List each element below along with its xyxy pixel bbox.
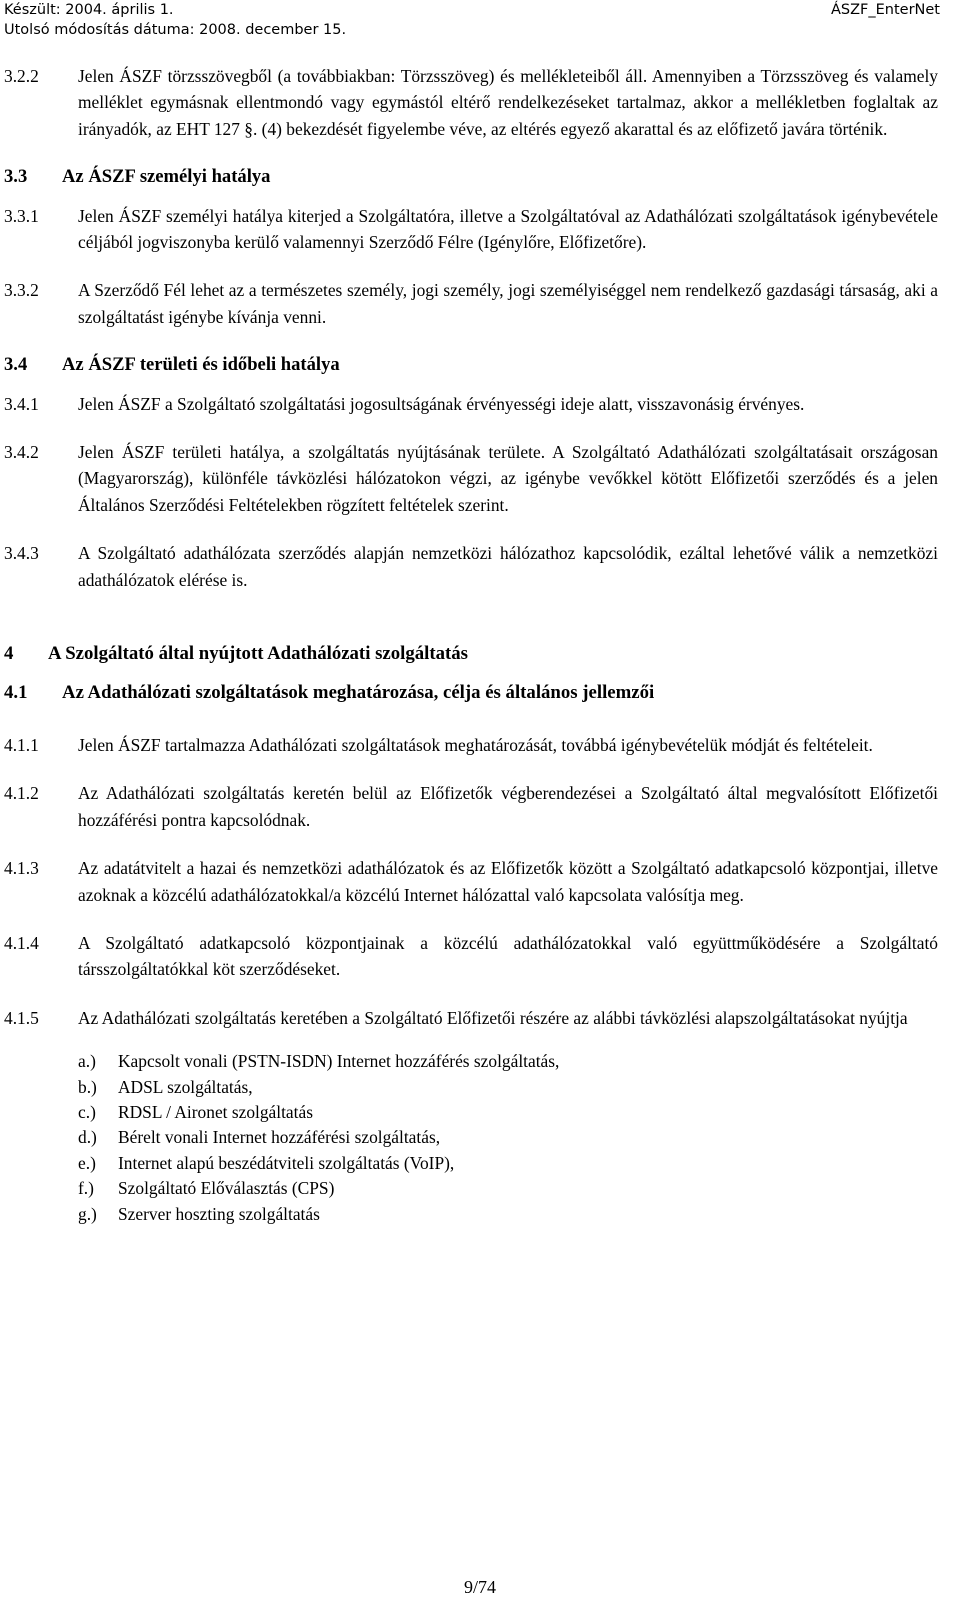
section-number: 4.1.3 — [4, 858, 39, 879]
list-marker: g.) — [78, 1203, 97, 1224]
page-header — [4, 0, 346, 40]
section-4-1-4 — [4, 930, 938, 983]
section-number: 3.3.2 — [4, 280, 39, 301]
heading-title: Az Adathálózati szolgáltatások meghatározása, célja és általános jellemzői — [62, 681, 655, 703]
list-item — [78, 1075, 938, 1100]
list-item-text: Szolgáltató Előválasztás (CPS) — [118, 1178, 335, 1199]
section-number: 3.4.3 — [4, 543, 39, 564]
modified-date: Utolsó módosítás dátuma: 2008. december 15. — [4, 22, 347, 38]
section-4-1-5 — [4, 1005, 938, 1031]
section-3-3-1 — [4, 203, 938, 256]
section-3-2-2 — [4, 63, 938, 142]
list-marker: e.) — [78, 1152, 96, 1173]
section-number: 3.2.2 — [4, 66, 39, 86]
section-number: 3.4.1 — [4, 393, 39, 414]
section-number: 4.1.4 — [4, 932, 39, 953]
section-number: 4.1.5 — [4, 1007, 39, 1028]
section-text: A Szolgáltató adatkapcsoló központjainak a közcélú adathálózatokkal való együttműködésére a Szolgáltató társszolgáltatókkal köt szerződéseket. — [78, 932, 938, 980]
section-number: 4.1.2 — [4, 783, 39, 804]
list-item — [78, 1049, 938, 1074]
section-3-4-2 — [4, 439, 938, 518]
list-item — [78, 1176, 938, 1201]
services-list — [4, 1049, 938, 1227]
section-text: Jelen ÁSZF személyi hatálya kiterjed a Szolgáltatóra, illetve a Szolgáltatóval az Adathálózati szolgáltatások igénybevétele céljából jogviszonyba kerülő valamennyi Szerződő Félre (Igénylőre, Előfizetőre). — [78, 205, 938, 253]
section-number: 3.3.1 — [4, 205, 39, 226]
section-text: A Szerződő Fél lehet az a természetes személy, jogi személy, jogi személyiséggel nem rendelkező gazdasági társaság, aki a szolgáltatást igénybe kívánja venni. — [78, 280, 938, 327]
heading-number: 4.1 — [4, 681, 28, 703]
section-4-1-2 — [4, 780, 938, 833]
section-text: Jelen ÁSZF törzsszövegből (a továbbiakban: Törzsszöveg) és mellékleteiből áll. Amennyiben a Törzsszöveg és valamely melléklet egymásnak ellentmondó vagy egymástól eltérő rendelkezéseket tartalmaz, akkor a mellékletben foglaltak az irányadók, az EHT 127 §. (4) bekezdését figyelembe véve, az eltérés egyező akarattal és az előfizető javára történik. — [78, 66, 938, 139]
list-item-text: Bérelt vonali Internet hozzáférési szolgáltatás, — [118, 1127, 441, 1148]
section-4-1-1 — [4, 732, 938, 758]
heading-3-3 — [4, 164, 938, 190]
list-item-text: Internet alapú beszédátviteli szolgáltatás (VoIP), — [118, 1152, 455, 1173]
section-text: Az Adathálózati szolgáltatás keretében a Szolgáltató Előfizetői részére az alábbi távközlési alapszolgáltatásokat nyújtja — [78, 1007, 908, 1028]
heading-number: 3.4 — [4, 354, 28, 376]
section-3-4-3 — [4, 540, 938, 593]
section-text: Az Adathálózati szolgáltatás keretén belül az Előfizetők végberendezései a Szolgáltató által megvalósított Előfizetői hozzáférési pontra kapcsolódnak. — [78, 783, 938, 830]
document-id: ÁSZF_EnterNet — [830, 2, 940, 18]
list-item-text: ADSL szolgáltatás, — [118, 1076, 253, 1097]
heading-title: Az ÁSZF területi és időbeli hatálya — [62, 354, 340, 376]
list-item-text: RDSL / Aironet szolgáltatás — [118, 1101, 313, 1122]
list-item-text: Kapcsolt vonali (PSTN-ISDN) Internet hozzáférés szolgáltatás, — [118, 1051, 560, 1072]
list-item — [78, 1125, 938, 1150]
heading-number: 4 — [4, 643, 14, 665]
heading-4-1 — [4, 680, 938, 706]
list-item — [78, 1202, 938, 1227]
section-3-3-2 — [4, 277, 938, 330]
list-item — [78, 1100, 938, 1125]
section-4-1-3 — [4, 855, 938, 908]
section-text: Jelen ÁSZF a Szolgáltató szolgáltatási jogosultságának érvényességi ideje alatt, visszavonásig érvényes. — [78, 393, 805, 414]
heading-title: A Szolgáltató által nyújtott Adathálózati szolgáltatás — [48, 643, 468, 665]
heading-number: 3.3 — [4, 166, 28, 188]
heading-3-4 — [4, 352, 938, 378]
list-marker: c.) — [78, 1101, 96, 1122]
section-text: A Szolgáltató adathálózata szerződés alapján nemzetközi hálózathoz kapcsolódik, ezáltal lehetővé válik a nemzetközi adathálózatok elérése is. — [78, 543, 938, 590]
list-item — [78, 1151, 938, 1176]
heading-4 — [4, 641, 938, 667]
section-number: 4.1.1 — [4, 734, 39, 755]
page-number: 9/74 — [463, 1577, 496, 1597]
section-text: Az adatátvitelt a hazai és nemzetközi adathálózatok és az Előfizetők között a Szolgáltató adatkapcsoló központjai, illetve azoknak a közcélú adathálózatokkal/a közcélú Internet hálózattal való kapcsolata valósítja meg. — [78, 858, 938, 905]
list-marker: f.) — [78, 1178, 94, 1199]
created-date: Készült: 2004. április 1. — [4, 2, 174, 18]
list-marker: d.) — [78, 1127, 97, 1148]
list-marker: b.) — [78, 1076, 97, 1097]
section-3-4-1 — [4, 391, 938, 417]
document-body — [4, 63, 938, 1227]
section-text: Jelen ÁSZF területi hatálya, a szolgáltatás nyújtásának területe. A Szolgáltató Adathálózati szolgáltatásait országosan (Magyarország), különféle távközlési hálózatokon végzi, az igénybe vevőkkel kötött Előfizetői szerződés és a jelen Általános Szerződési Feltételekben rögzített feltételek szerint. — [78, 442, 938, 515]
list-item-text: Szerver hoszting szolgáltatás — [118, 1203, 320, 1224]
section-text: Jelen ÁSZF tartalmazza Adathálózati szolgáltatások meghatározását, továbbá igénybevételük módját és feltételeit. — [78, 734, 873, 755]
list-marker: a.) — [78, 1051, 96, 1072]
section-number: 3.4.2 — [4, 442, 39, 463]
heading-title: Az ÁSZF személyi hatálya — [62, 166, 271, 188]
